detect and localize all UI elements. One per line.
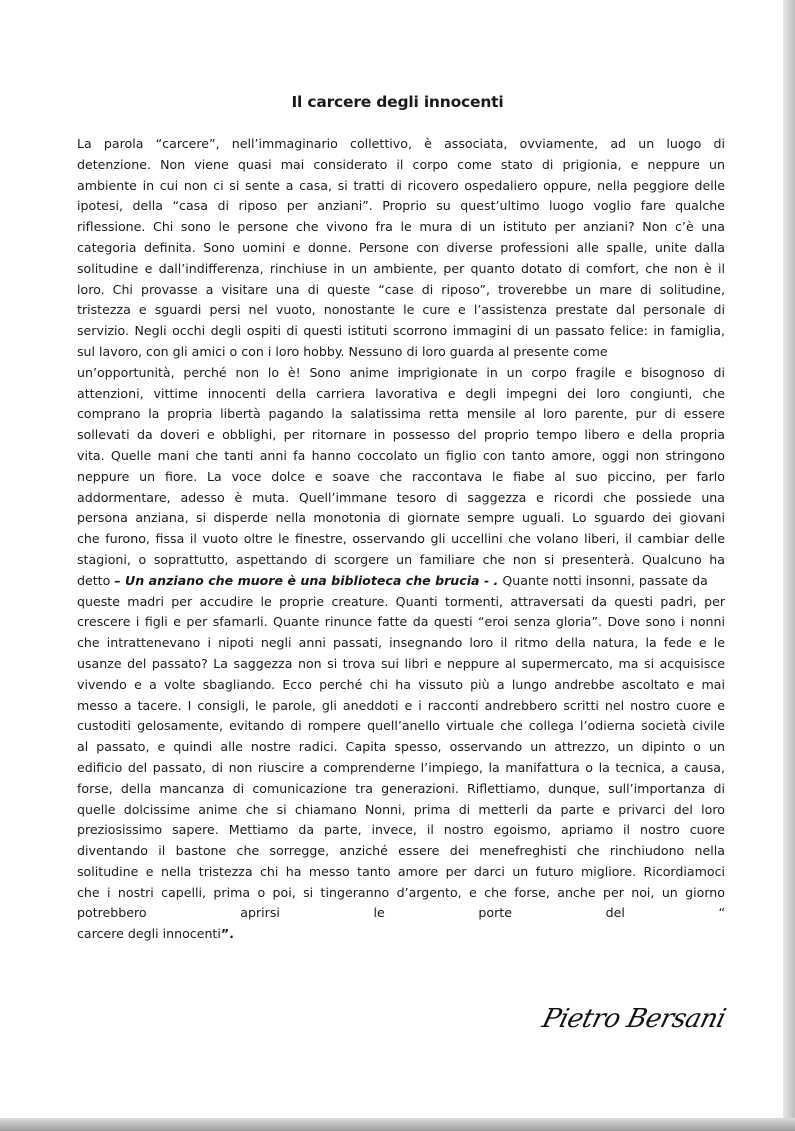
text-line: riflessione. Chi sono le persone che vivono fra le mura di un istituto per anziani? Non c’è una xyxy=(77,219,725,235)
text-segment: carcere degli innocenti xyxy=(77,926,221,942)
closing-title-text: ”. xyxy=(220,926,234,942)
text-line: sul lavoro, con gli amici o con i loro hobby. Nessuno di loro guarda al presente come xyxy=(77,343,608,359)
text-line: preziosissimo sapere. Mettiamo da parte, invece, il nostro egoismo, apriamo il nostro cuore xyxy=(77,822,725,838)
text-line: che intrattenevano i nipoti negli anni passati, insegnando loro il ritmo della natura, la fede e le xyxy=(77,635,725,651)
author-signature: Pietro Bersani xyxy=(539,1004,729,1034)
text-line: persona anziana, si disperde nella monotonia di giornate sempre uguali. Lo sguardo dei giovani xyxy=(77,510,725,526)
text-line: tristezza e sguardi persi nel vuoto, nonostante le cure e l’assistenza prestate dal personale di xyxy=(77,302,725,318)
text-line: potrebbero aprirsi le porte del “ xyxy=(77,905,725,921)
text-line: neppure un fiore. La voce dolce e soave che raccontava le fiabe al suo piccino, per farlo xyxy=(77,468,725,484)
text-line: che furono, fissa il vuoto oltre le finestre, osservando gli uccellini che volano liberi, il cambiar delle xyxy=(77,531,725,547)
text-line: addormentare, adesso è muta. Quell’immane tesoro di saggezza e ricordi che possiede una xyxy=(77,489,725,505)
text-line: un’opportunità, perché non lo è! Sono anime imprigionate in un corpo fragile e bisognoso di xyxy=(77,364,725,380)
text-line: edificio del passato, di non riuscire a comprenderne l’impiego, la manifattura o la tecnica, a causa, xyxy=(77,759,725,775)
closing-line xyxy=(77,924,725,945)
text-line: loro. Chi provasse a visitare una di queste “case di riposo”, troverebbe un mare di solitudine, xyxy=(77,281,725,297)
text-line: vita. Quelle mani che tanti anni fa hanno coccolato un figlio con tanto amore, oggi non stringono xyxy=(77,447,725,463)
text-line: forse, della mancanza di comunicazione tra generazioni. Riflettiamo, dunque, sull’importanza di xyxy=(77,780,725,796)
text-line: custoditi gelosamente, evitando di rompere quell’anello virtuale che collega l’odierna società civile xyxy=(77,718,725,734)
page-shadow-right xyxy=(783,0,795,1131)
text-line: servizio. Negli occhi degli ospiti di questi istituti scorrono immagini di un passato felice: in famiglia, xyxy=(77,323,725,339)
text-line: usanze del passato? La saggezza non si trova sui libri e neppure al supermercato, ma si acquisisce xyxy=(77,655,725,671)
text-line: solitudine e nella tristezza chi ha messo tanto amore per darci un futuro migliore. Ricordiamoci xyxy=(77,863,725,879)
text-segment: Quante notti insonni, passate da xyxy=(498,572,708,588)
document-title: Il carcere degli innocenti xyxy=(291,93,504,111)
text-line: solitudine e dall’indifferenza, rinchiuse in un ambiente, per quanto dotato di comfort, che non è il xyxy=(77,260,725,276)
quote-line xyxy=(77,571,725,592)
text-line: sollevati da doveri e obblighi, per ritornare in possesso del proprio tempo libero e della propria xyxy=(77,427,725,443)
text-segment: detto xyxy=(77,572,111,588)
quote-text: – Un anziano che muore è una biblioteca che brucia - . xyxy=(114,572,499,588)
text-line: queste madri per accudire le proprie creature. Quanti tormenti, attraversati da questi padri, per xyxy=(77,593,725,609)
text-line: categoria definita. Sono uomini e donne. Persone con diverse professioni alle spalle, unite dalla xyxy=(77,239,725,255)
text-line: La parola “carcere”, nell’immaginario collettivo, è associata, ovviamente, ad un luogo di xyxy=(77,136,725,151)
body-text xyxy=(77,134,725,945)
text-line: comprano la propria libertà pagando la salatissima retta mensile al loro parente, pur di essere xyxy=(77,406,725,422)
text-line: messo a tacere. I consigli, le parole, gli aneddoti e i racconti andrebbero scritti nel nostro cuore e xyxy=(77,697,725,713)
page-shadow-bottom xyxy=(0,1118,795,1131)
text-line: crescere i figli e per sfamarli. Quante rinunce fatte da questi “eroi senza gloria”. Dove sono i nonni xyxy=(77,614,725,630)
text-line: detenzione. Non viene quasi mai considerato il corpo come stato di prigionia, e neppure un xyxy=(77,156,725,172)
text-line: diventando il bastone che sorregge, anziché essere dei menefreghisti che rinchiudono nella xyxy=(77,843,725,859)
text-line: che i nostri capelli, prima o poi, si tingeranno d’argento, e che forse, anche per noi, un giorno xyxy=(77,884,725,900)
text-line: ambiente in cui non ci si sente a casa, si tratti di ricovero ospedaliero oppure, nella peggiore delle xyxy=(77,177,725,193)
text-line: attenzioni, vittime innocenti della carriera lavorativa e degli impegni dei loro congiunti, che xyxy=(77,385,725,401)
text-line: al passato, e quindi alle nostre radici. Capita spesso, osservando un attrezzo, un dipinto o un xyxy=(77,739,725,755)
text-line: vivendo e a volte sbagliando. Ecco perché chi ha vissuto più a lungo andrebbe ascoltato e mai xyxy=(77,676,725,692)
text-line: quelle dolcissime anime che si chiamano Nonni, prima di metterli da parte e privarci del loro xyxy=(77,801,725,817)
text-line: stagioni, o soprattutto, aspettando di scorgere un familiare che non si presenterà. Qualcuno ha xyxy=(77,551,725,567)
text-line: ipotesi, della “casa di riposo per anziani”. Proprio su quest’ultimo luogo voglio fare qualche xyxy=(77,198,725,214)
